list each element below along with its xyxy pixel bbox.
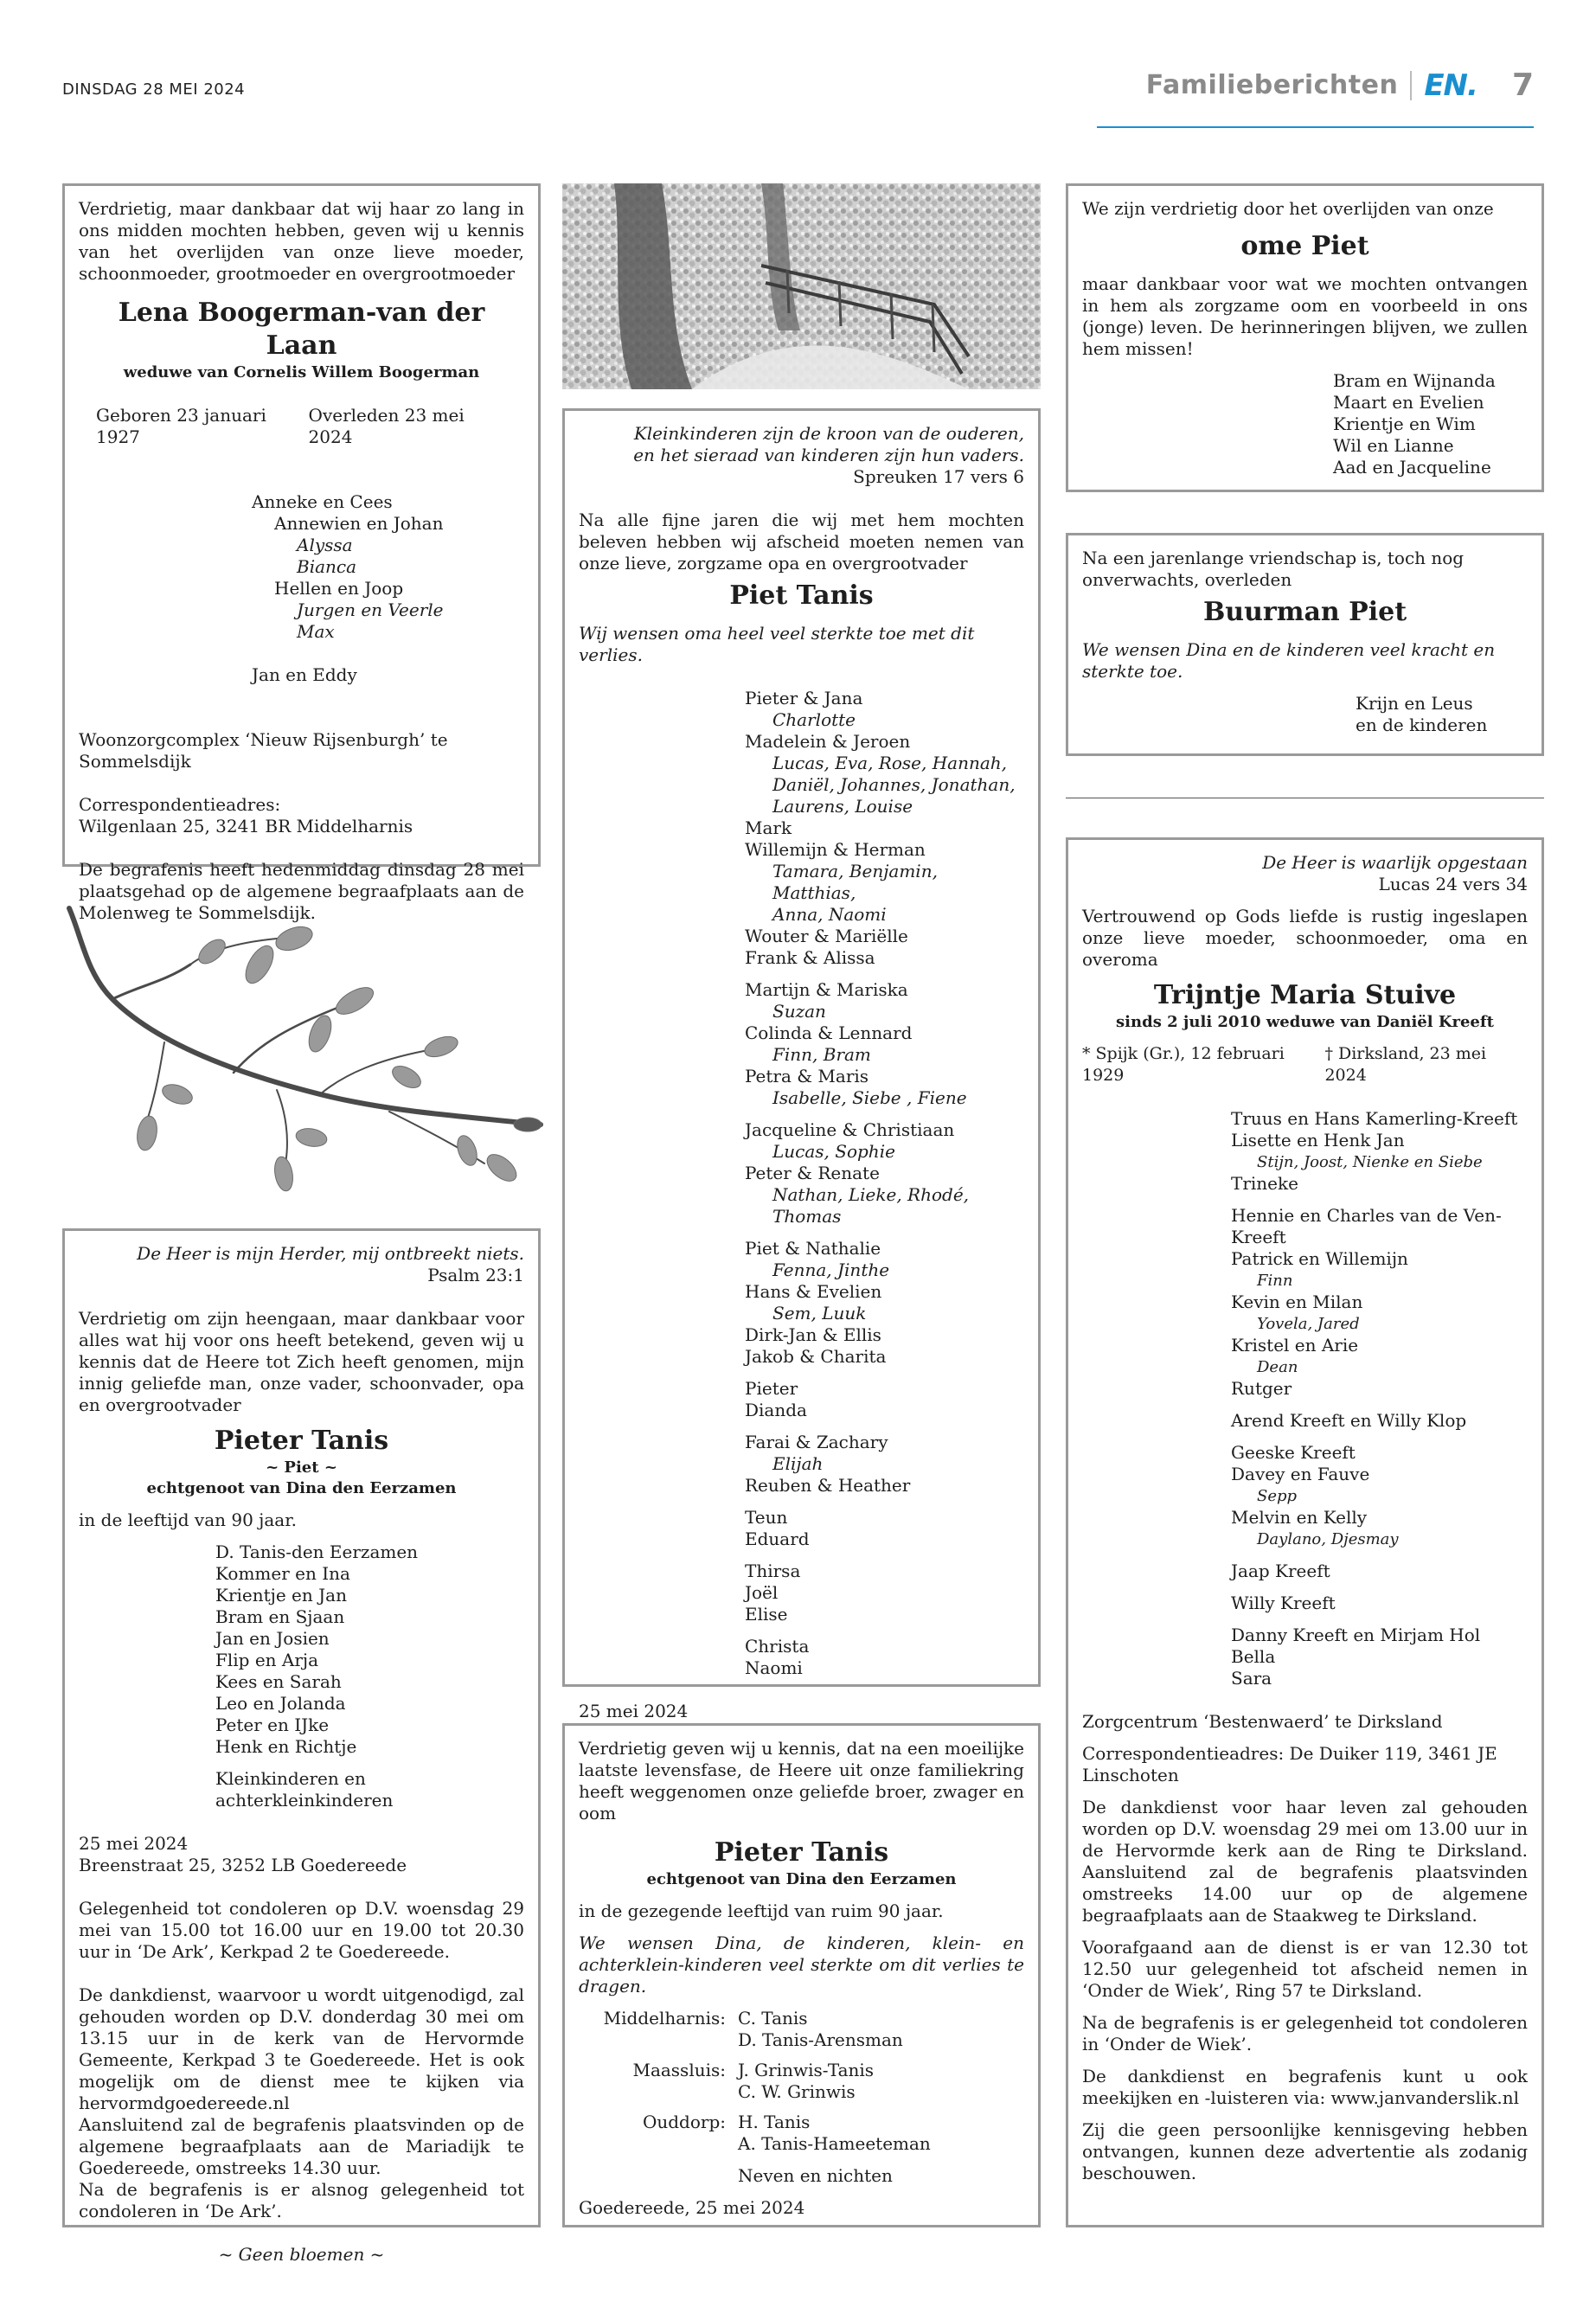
intro-text: Vertrouwend op Gods liefde is rustig ingeslapen onze lieve moeder, schoonmoeder, oma en overoma xyxy=(1082,906,1528,970)
relative-name: A. Tanis-Hameeteman xyxy=(738,2133,931,2154)
family-member: Jakob & Charita xyxy=(745,1346,887,1367)
family-member: Joël xyxy=(745,1582,779,1603)
intro-text: Verdrietig, maar dankbaar dat wij haar zo lang in ons midden mochten hebben, geven wij u kennis van het overlijden van onze lieve moeder, schoonmoeder, grootmoeder en overgrootmoeder xyxy=(79,198,524,284)
place-label: Middelharnis: xyxy=(603,2008,726,2029)
quote-line-2: en het sieraad van kinderen zijn hun vaders. xyxy=(633,445,1024,465)
family-member: Annewien en Johan xyxy=(274,513,444,534)
funeral-text: De begrafenis heeft hedenmiddag dinsdag 28 mei plaatsgehad op de algemene begraafplaats aan de Molenweg te Sommelsdijk. xyxy=(79,859,524,923)
family-member: Dianda xyxy=(745,1400,807,1420)
wish-text: Wij wensen oma heel veel sterkte toe met dit verlies. xyxy=(579,623,975,665)
intro-text: Na een jarenlange vriendschap is, toch nog onverwachts, overleden xyxy=(1082,548,1465,590)
quote-line-1: Kleinkinderen zijn de kroon van de ouderen, xyxy=(633,423,1024,444)
list-item: Krientje en Wim xyxy=(1333,413,1476,434)
family-grandchildren: Lucas, Eva, Rose, Hannah, xyxy=(772,753,1008,773)
place-label: Ouddorp: xyxy=(642,2112,726,2132)
family-grandchildren: Max xyxy=(297,621,335,642)
list-spacer xyxy=(745,969,1024,979)
deceased-name: Pieter Tanis xyxy=(214,1426,389,1456)
correspondence-address: Correspondentieadres: De Duiker 119, 3461 JE Linschoten xyxy=(1082,1743,1497,1785)
notice-text: Zij die geen persoonlijke kennisgeving hebben ontvangen, kunnen deze advertentie als zodanig beschouwen. xyxy=(1082,2119,1528,2183)
section-title: Familieberichten xyxy=(1145,70,1399,100)
correspondence-address: Wilgenlaan 25, 3241 BR Middelharnis xyxy=(79,816,413,836)
relatives-group xyxy=(579,2112,1024,2155)
list-spacer xyxy=(745,1368,1024,1378)
wish-text: We wensen Dina, de kinderen, klein- en achterklein-kinderen veel sterkte om dit verlies te dragen. xyxy=(579,1932,1024,1997)
list-item: Aad en Jacqueline xyxy=(1333,457,1491,478)
list-item: Kommer en Ina xyxy=(215,1563,350,1584)
family-list xyxy=(1082,1108,1528,1689)
family-grandchildren: Tamara, Benjamin, Matthias, xyxy=(772,861,938,903)
deceased-nickname: ~ Piet ~ xyxy=(266,1458,337,1477)
location: Zorgcentrum ‘Bestenwaerd’ te Dirksland xyxy=(1082,1711,1443,1732)
family-member: Lisette en Henk Jan xyxy=(1231,1130,1405,1150)
header-rule xyxy=(1097,126,1534,128)
obituary-trijntje-stuive xyxy=(1066,837,1544,2227)
signers-list xyxy=(1082,693,1528,736)
family-grandchildren: Dean xyxy=(1257,1358,1298,1376)
intro-text: Verdrietig geven wij u kennis, dat na een moeilijke laatste levensfase, de Heere uit onze familiekring heeft weggenomen onze geliefde broer, zwager en oom xyxy=(579,1738,1024,1823)
family-grandchildren: Jurgen en Veerle xyxy=(297,599,444,620)
family-member: Wouter & Mariëlle xyxy=(745,926,908,946)
place-label xyxy=(579,2029,726,2051)
family-grandchildren: Lucas, Sophie xyxy=(772,1141,895,1162)
place-label xyxy=(579,2133,726,2155)
bible-quote: De Heer is waarlijk opgestaan xyxy=(1262,852,1528,873)
death-date: † Dirksland, 23 mei 2024 xyxy=(1324,1044,1487,1085)
burial-text: Aansluitend zal de begrafenis plaatsvinden op de algemene begraafplaats aan de Mariadijk te Goedereede, omstreeks 14.30 uur. xyxy=(79,2114,524,2178)
family-grandchildren: Fenna, Jinthe xyxy=(772,1259,890,1280)
list-item: Krijn en Leus xyxy=(1356,693,1473,714)
list-item: Bram en Wijnanda xyxy=(1333,370,1496,391)
list-spacer xyxy=(1231,1400,1528,1410)
family-grandchildren: Anna, Naomi xyxy=(772,904,887,925)
family-list xyxy=(79,491,524,686)
family-member: Jaap Kreeft xyxy=(1231,1561,1330,1581)
bible-quote-ref: Psalm 23:1 xyxy=(427,1265,524,1285)
relative-name: D. Tanis-Arensman xyxy=(738,2029,903,2050)
death-date: Overleden 23 mei 2024 xyxy=(308,405,465,447)
family-member: Davey en Fauve xyxy=(1231,1464,1370,1484)
family-member: Hans & Evelien xyxy=(745,1281,882,1302)
deceased-name: Piet Tanis xyxy=(729,580,874,611)
family-grandchildren: Daylano, Djesmay xyxy=(1257,1530,1399,1548)
life-dates xyxy=(79,405,524,448)
family-grandchildren: Sepp xyxy=(1257,1487,1298,1505)
family-member: Christa xyxy=(745,1636,810,1657)
after-burial-text: Na de begrafenis is er alsnog gelegenheid tot condoleren in ‘De Ark’. xyxy=(79,2179,524,2221)
quote-ref: Spreuken 17 vers 6 xyxy=(853,466,1024,487)
body-text: maar dankbaar voor wat we mochten ontvangen in hem als zorgzame oom en voorbeeld in ons (jonge) leven. De herinneringen blijven, we zullen hem missen! xyxy=(1082,273,1528,359)
relative-name: H. Tanis xyxy=(738,2112,811,2132)
birth-date: Geboren 23 januari 1927 xyxy=(96,405,266,447)
bible-quote-ref: Lucas 24 vers 34 xyxy=(1378,874,1528,894)
list-spacer xyxy=(1231,1550,1528,1561)
relative-name: J. Grinwis-Tanis xyxy=(738,2060,875,2080)
service-text: De dankdienst, waarvoor u wordt uitgenodigd, zal gehouden worden op D.V. donderdag 30 mei om 13.15 uur in de kerk van de Hervormde Gemeente, Kerkpad 3 te Goedereede. Het is ook mogelijk om de dienst mee te kijken via hervormdgoedereede.nl xyxy=(79,1984,524,2113)
list-item: D. Tanis-den Eerzamen xyxy=(215,1541,419,1562)
list-item: Kees en Sarah xyxy=(215,1671,342,1692)
family-member: Mark xyxy=(745,817,792,838)
family-member: Anneke en Cees xyxy=(252,491,393,512)
family-member: Danny Kreeft en Mirjam Hol xyxy=(1231,1625,1481,1645)
home-address: Breenstraat 25, 3252 LB Goedereede xyxy=(79,1855,407,1875)
condolence-text: Gelegenheid tot condoleren op D.V. woensdag 29 mei van 15.00 tot 16.00 uur en 19.00 tot 20.30 uur in ‘De Ark’, Kerkpad 2 te Goedereede. xyxy=(79,1898,524,1962)
obituary-ome-piet xyxy=(1066,183,1544,492)
list-item: Peter en IJke xyxy=(215,1715,330,1735)
grandchildren-text: Kleinkinderen en achterkleinkinderen xyxy=(215,1768,394,1811)
obituary-pieter-tanis-siblings xyxy=(562,1723,1041,2227)
family-member: Melvin en Kelly xyxy=(1231,1507,1368,1528)
deceased-subtitle: weduwe van Cornelis Willem Boogerman xyxy=(123,363,480,381)
relatives-group xyxy=(579,2008,1024,2051)
place-label: Maassluis: xyxy=(632,2060,726,2080)
farewell-text: Voorafgaand aan de dienst is er van 12.30 tot 12.50 uur gelegenheid tot afscheid nemen in ‘Onder de Wiek’, Ring 57 te Dirksland. xyxy=(1082,1937,1528,2001)
family-member: Hellen en Joop xyxy=(274,578,404,599)
family-member: Eduard xyxy=(745,1529,810,1549)
family-member: Martijn & Mariska xyxy=(745,979,908,1000)
deceased-subtitle: echtgenoot van Dina den Eerzamen xyxy=(146,1479,457,1497)
place-label xyxy=(579,2081,726,2103)
branch-illustration xyxy=(61,904,545,1198)
correspondence-label: Correspondentieadres: xyxy=(79,794,281,815)
list-spacer xyxy=(745,1497,1024,1507)
life-dates xyxy=(1082,1043,1528,1086)
family-member: Colinda & Lennard xyxy=(745,1022,913,1043)
family-grandchildren: Finn, Bram xyxy=(772,1044,871,1065)
family-member: Arend Kreeft en Willy Klop xyxy=(1231,1410,1467,1431)
list-spacer xyxy=(745,1421,1024,1432)
list-item: Flip en Arja xyxy=(215,1650,319,1670)
list-item: Maart en Evelien xyxy=(1333,392,1484,413)
birth-date: * Spijk (Gr.), 12 februari 1929 xyxy=(1082,1044,1285,1085)
family-member: Peter & Renate xyxy=(745,1163,880,1183)
forest-bridge-photo xyxy=(562,183,1041,389)
deceased-subtitle: echtgenoot van Dina den Eerzamen xyxy=(646,1870,957,1888)
deceased-name: Trijntje Maria Stuive xyxy=(1153,980,1457,1010)
family-list xyxy=(79,1541,524,1758)
family-member: Geeske Kreeft xyxy=(1231,1442,1356,1463)
age-text: in de leeftijd van 90 jaar. xyxy=(79,1509,297,1530)
family-grandchildren: Yovela, Jared xyxy=(1257,1315,1360,1333)
list-item: Jan en Josien xyxy=(215,1628,330,1649)
family-member: Teun xyxy=(745,1507,788,1528)
family-grandchildren: Sem, Luuk xyxy=(772,1303,867,1324)
family-grandchildren: Alyssa xyxy=(297,535,353,555)
family-member: Willemijn & Herman xyxy=(745,839,926,860)
list-spacer xyxy=(1231,1582,1528,1593)
family-grandchildren: Nathan, Lieke, Rhodé, Thomas xyxy=(772,1184,970,1227)
list-spacer xyxy=(1231,1614,1528,1625)
list-item: en de kinderen xyxy=(1356,715,1488,735)
service-text: De dankdienst voor haar leven zal gehouden worden op D.V. woensdag 29 mei om 13.00 uur in de Hervormde kerk aan de Ring te Dirksland. Aansluitend zal de begrafenis plaatsvinden omstreeks 14.00 uur op de algemene begraafplaats aan de Staakweg te Dirksland. xyxy=(1082,1797,1528,1926)
signers-list xyxy=(1082,370,1528,478)
obituary-pieter-tanis-family xyxy=(62,1228,541,2265)
deceased-name: Lena Boogerman-van der Laan xyxy=(118,298,485,361)
family-grandchildren: Charlotte xyxy=(772,709,856,730)
family-list xyxy=(579,688,1024,1679)
family-member: Frank & Alissa xyxy=(745,947,875,968)
family-member: Kristel en Arie xyxy=(1231,1335,1359,1356)
location: Woonzorgcomplex ‘Nieuw Rijsenburgh’ te Sommelsdijk xyxy=(79,729,448,772)
obituary-buurman-piet xyxy=(1066,533,1544,756)
newspaper-logo: EN. xyxy=(1424,67,1477,103)
intro-text: Na alle fijne jaren die wij met hem mochten beleven hebben wij afscheid moeten nemen van onze lieve, zorgzame opa en overgrootvader xyxy=(579,510,1024,574)
family-grandchildren: Laurens, Louise xyxy=(772,796,913,817)
family-member: Madelein & Jeroen xyxy=(745,731,911,752)
family-member: Trineke xyxy=(1231,1173,1298,1194)
notice-date: 25 mei 2024 xyxy=(79,1833,189,1854)
no-flowers-text: ~ Geen bloemen ~ xyxy=(218,2244,385,2265)
family-member: Kevin en Milan xyxy=(1231,1292,1363,1312)
family-member: Willy Kreeft xyxy=(1231,1593,1336,1613)
page-number: 7 xyxy=(1511,67,1534,103)
family-member: Thirsa xyxy=(745,1561,801,1581)
family-member: Elise xyxy=(745,1604,788,1625)
obituary-piet-tanis-grandchildren xyxy=(562,408,1041,1721)
wish-text: We wensen Dina en de kinderen veel kracht en sterkte toe. xyxy=(1082,639,1496,682)
intro-text: We zijn verdrietig door het overlijden van onze xyxy=(1082,198,1494,219)
family-member: Pieter xyxy=(745,1378,798,1399)
family-grandchildren: Finn xyxy=(1257,1272,1293,1290)
list-spacer xyxy=(745,1227,1024,1238)
relative-name: C. Tanis xyxy=(738,2008,808,2029)
family-member: Pieter & Jana xyxy=(745,688,863,708)
section-header xyxy=(1146,67,1534,103)
bible-quote: De Heer is mijn Herder, mij ontbreekt niets. xyxy=(137,1243,524,1264)
family-member: Bella xyxy=(1231,1646,1276,1667)
nephews-text: Neven en nichten xyxy=(738,2165,893,2186)
list-spacer xyxy=(1231,1195,1528,1205)
family-member: Sara xyxy=(1231,1668,1272,1689)
family-member: Rutger xyxy=(1231,1378,1292,1399)
list-spacer xyxy=(745,1109,1024,1119)
condolence-text: Na de begrafenis is er gelegenheid tot condoleren in ‘Onder de Wiek’. xyxy=(1082,2012,1528,2054)
family-member: Patrick en Willemijn xyxy=(1231,1248,1408,1269)
family-member: Farai & Zachary xyxy=(745,1432,888,1452)
family-member: Jacqueline & Christiaan xyxy=(745,1119,955,1140)
relatives-by-place xyxy=(579,2008,1024,2155)
family-member: Truus en Hans Kamerling-Kreeft xyxy=(1231,1108,1518,1129)
family-member: Dirk-Jan & Ellis xyxy=(745,1324,881,1345)
deceased-name: ome Piet xyxy=(1240,231,1369,261)
notice-date: 25 mei 2024 xyxy=(579,1701,689,1721)
family-grandchildren: Daniël, Johannes, Jonathan, xyxy=(772,774,1016,795)
family-grandchildren: Isabelle, Siebe , Fiene xyxy=(772,1087,967,1108)
family-grandchildren: Bianca xyxy=(297,556,357,577)
list-item: Henk en Richtje xyxy=(215,1736,357,1757)
list-spacer xyxy=(745,1550,1024,1561)
family-member: Hennie en Charles van de Ven-Kreeft xyxy=(1231,1205,1502,1247)
list-spacer xyxy=(745,1625,1024,1636)
family-grandchildren: Stijn, Joost, Nienke en Siebe xyxy=(1257,1153,1483,1171)
family-grandchildren: Suzan xyxy=(772,1001,826,1022)
family-member: Naomi xyxy=(745,1657,803,1678)
list-item: Leo en Jolanda xyxy=(215,1693,346,1714)
list-item: Wil en Lianne xyxy=(1333,435,1454,456)
intro-text: Verdrietig om zijn heengaan, maar dankbaar voor alles wat hij voor ons heeft betekend, geven wij u kennis dat de Heere tot Zich heeft genomen, mijn innig geliefde man, onze vader, schoonvader, opa en overgrootvader xyxy=(79,1308,524,1415)
family-member: Petra & Maris xyxy=(745,1066,869,1086)
relatives-group xyxy=(579,2060,1024,2103)
family-grandchildren: Elijah xyxy=(772,1453,824,1474)
header-divider xyxy=(1410,71,1412,100)
family-member: Piet & Nathalie xyxy=(745,1238,881,1259)
relative-name: C. W. Grinwis xyxy=(738,2081,856,2102)
age-text: in de gezegende leeftijd van ruim 90 jaar. xyxy=(579,1900,944,1921)
deceased-subtitle: sinds 2 juli 2010 weduwe van Daniël Kreeft xyxy=(1116,1013,1494,1031)
family-member: Jan en Eddy xyxy=(252,664,357,685)
family-member: Reuben & Heather xyxy=(745,1475,911,1496)
notice-date: Goedereede, 25 mei 2024 xyxy=(579,2197,805,2218)
edition-date: DINSDAG 28 MEI 2024 xyxy=(62,80,246,99)
list-spacer xyxy=(1231,1432,1528,1442)
deceased-name: Buurman Piet xyxy=(1202,597,1407,627)
deceased-name: Pieter Tanis xyxy=(714,1837,889,1868)
list-spacer xyxy=(252,643,524,664)
list-item: Krientje en Jan xyxy=(215,1585,347,1606)
list-item: Bram en Sjaan xyxy=(215,1606,345,1627)
online-text: De dankdienst en begrafenis kunt u ook meekijken en -luisteren via: www.janvanderslik.nl xyxy=(1082,2066,1528,2108)
obituary-lena-boogerman xyxy=(62,183,541,923)
